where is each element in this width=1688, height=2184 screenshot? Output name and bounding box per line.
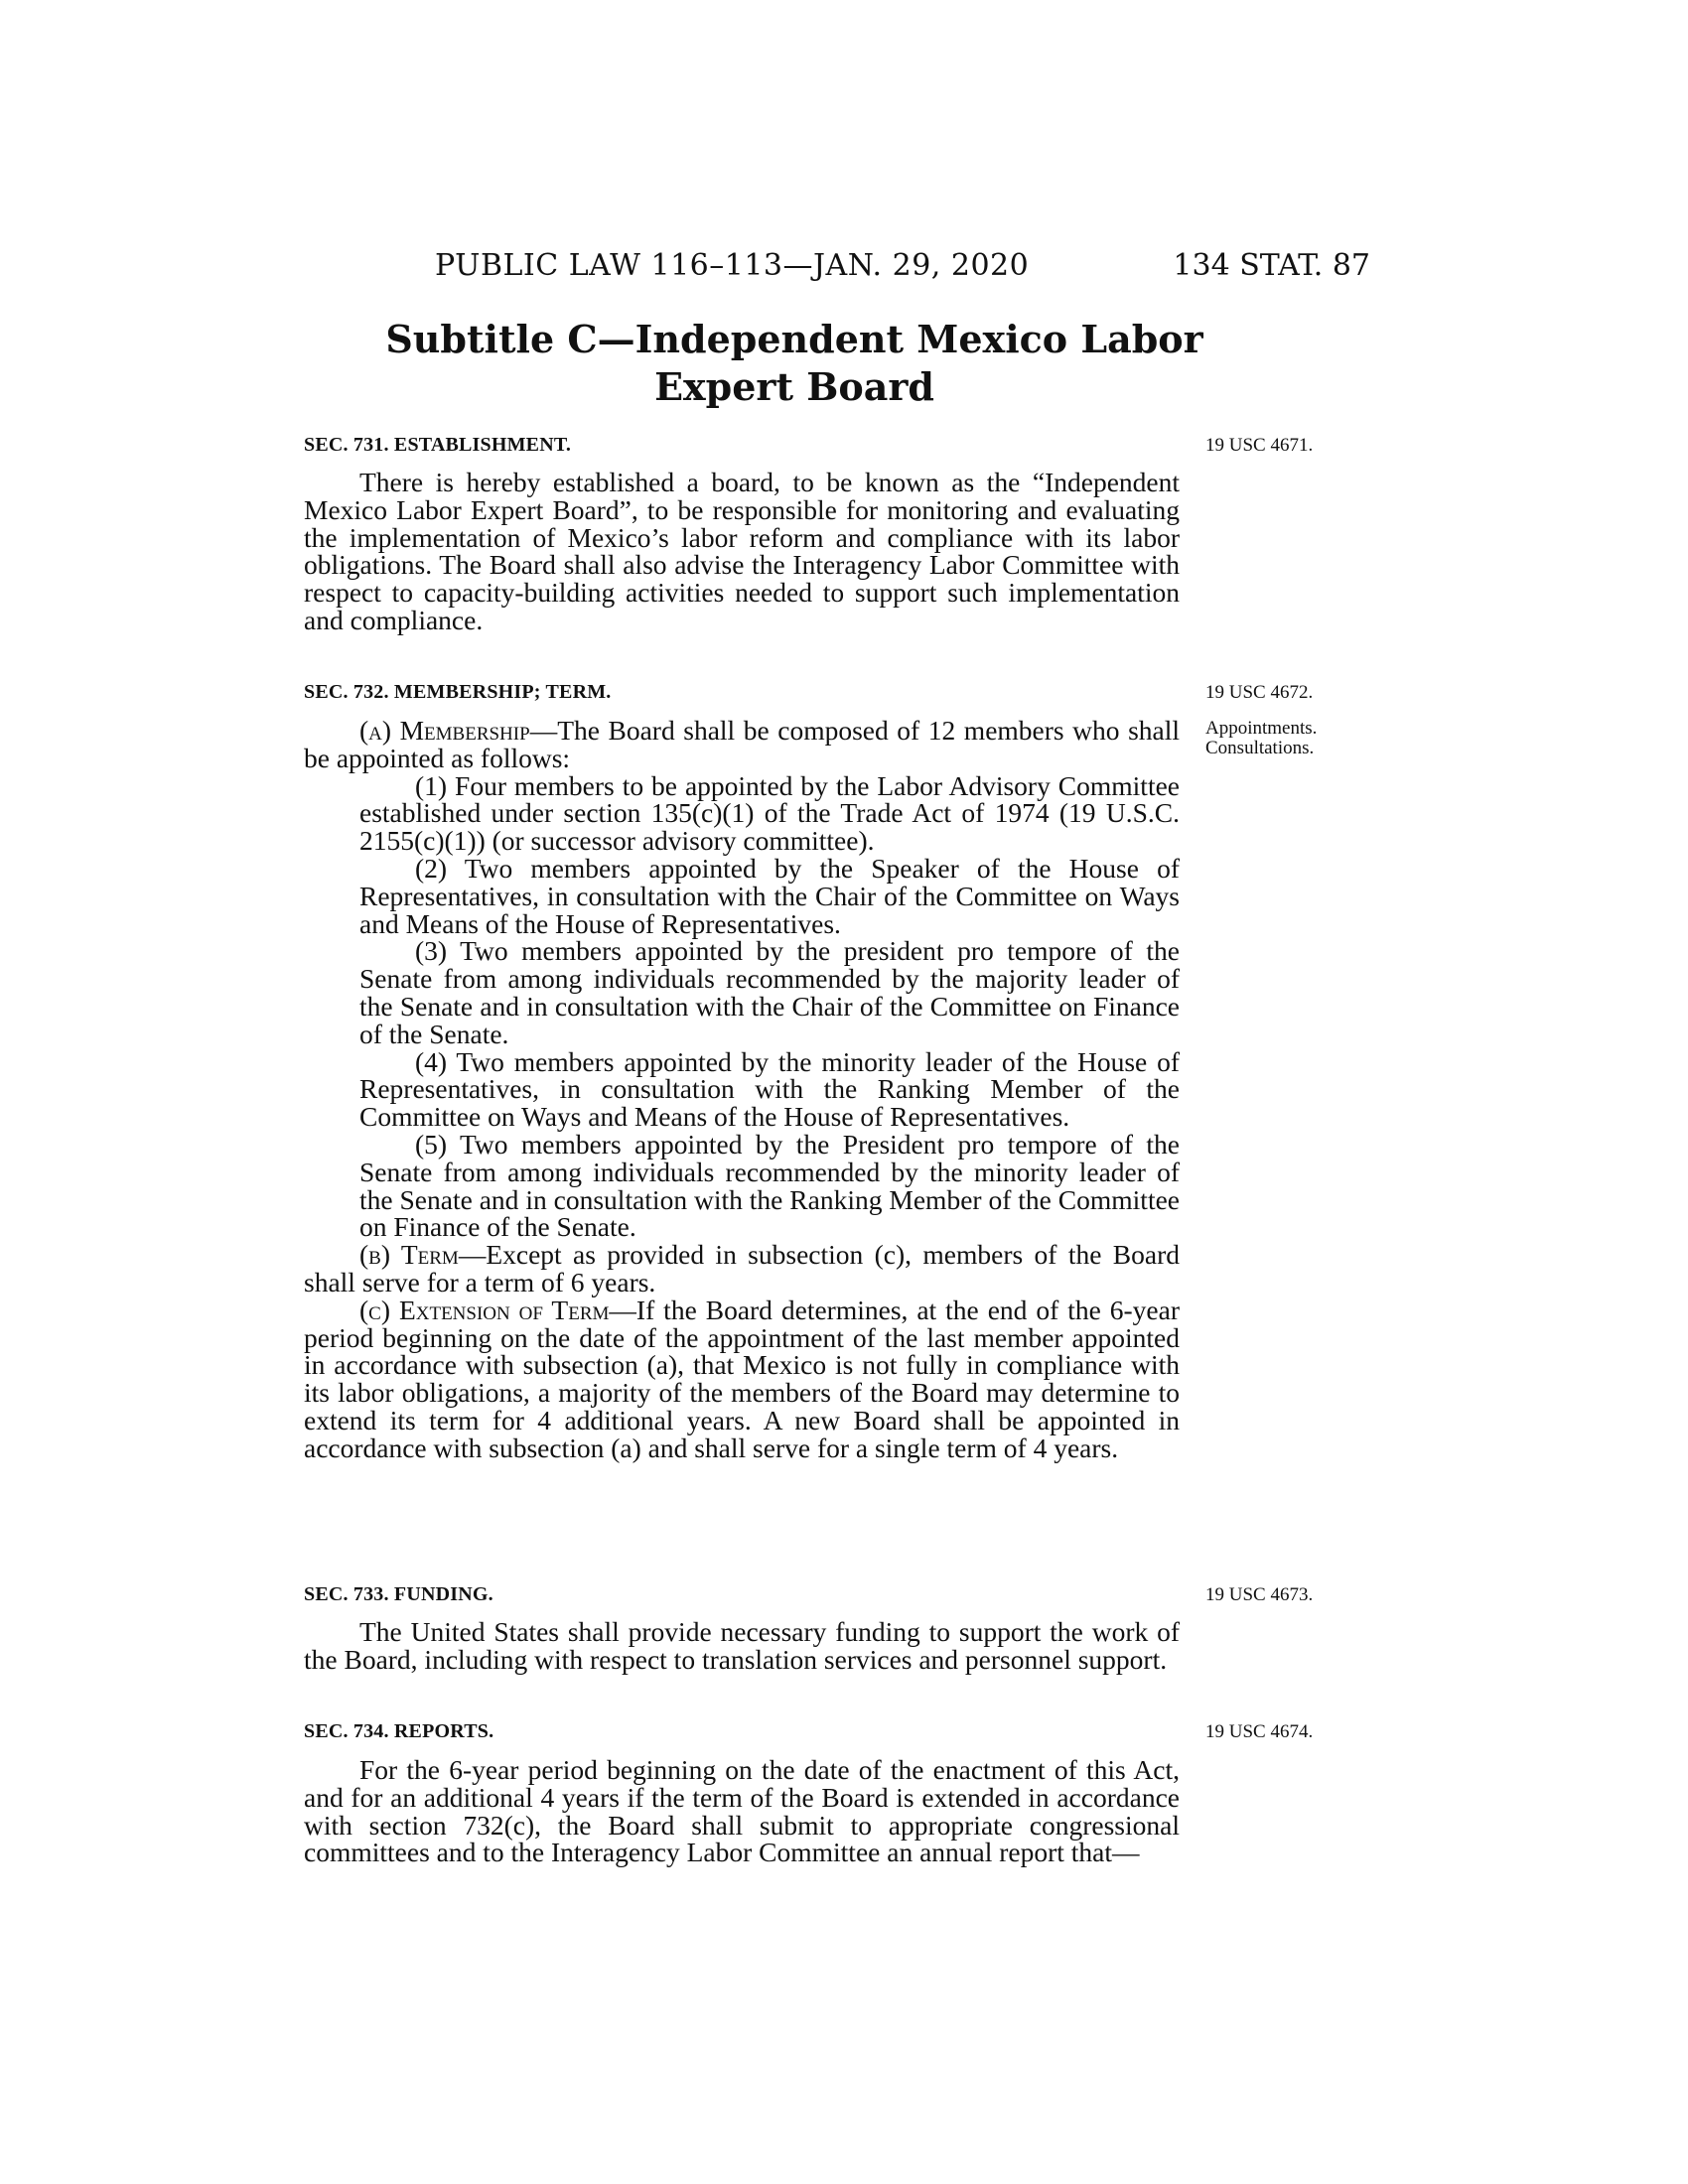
sec-731-margin-note: 19 USC 4671. bbox=[1205, 435, 1314, 456]
subtitle-heading bbox=[298, 316, 1291, 411]
subtitle-line-1: Subtitle C—Independent Mexico Labor bbox=[385, 317, 1203, 361]
sec-732-item-5: (5) Two members appointed by the President pro tempore of the Senate from among individuals recommended by the minority leader of the Senate and in consultation with the Ranking Member of the Committee on Finance of the Senate. bbox=[359, 1128, 1180, 1243]
sec-732-item-1: (1) Four members to be appointed by the Labor Advisory Committee established under section 135(c)(1) of the Trade Act of 1974 (19 U.S.C. 2155(c)(1)) (or successor advisory committee). bbox=[359, 769, 1180, 857]
sec-732-item-2: (2) Two members appointed by the Speaker of the House of Representatives, in consultation with the Chair of the Committee on Ways and Means of the House of Representatives. bbox=[359, 852, 1180, 939]
sec-732-a-text: —The Board shall be composed of 12 members who shall be appointed as follows: bbox=[304, 715, 1181, 773]
sec-732-b bbox=[304, 1241, 1180, 1297]
sec-732-c-text: —If the Board determines, at the end of the 6-year period beginning on the date of the appointment of the last member appointed in accordance with subsection (a), that Mexico is not fully in compliance with its labor obligations, a majority of the members of the Board may determine to extend its term for 4 additional years. A new Board shall be appointed in accordance with subsection (a) and shall serve for a single term of 4 years. bbox=[304, 1294, 1180, 1463]
running-head: PUBLIC LAW 116–113—JAN. 29, 2020 bbox=[435, 248, 1030, 283]
sec-733-heading: SEC. 733. FUNDING. bbox=[304, 1583, 493, 1605]
sec-734-text: For the 6-year period beginning on the date of the enactment of this Act, and for an additional 4 years if the term of the Board is extended in accordance with section 732(c), the Board shall submit to appropriate congressional committees and to the Interagency Labor Committee an annual report that— bbox=[304, 1754, 1180, 1868]
sec-732-margin-note-consultations: Consultations. bbox=[1205, 738, 1315, 758]
page-number: 134 STAT. 87 bbox=[1173, 248, 1370, 283]
sec-732-heading: SEC. 732. MEMBERSHIP; TERM. bbox=[304, 681, 612, 703]
sec-732-margin-note: 19 USC 4672. bbox=[1205, 682, 1314, 703]
sec-732-margin-note-appointments: Appointments. bbox=[1205, 718, 1318, 739]
sec-733-margin-note: 19 USC 4673. bbox=[1205, 1584, 1314, 1605]
sec-734-margin-note: 19 USC 4674. bbox=[1205, 1721, 1314, 1742]
sec-732-c bbox=[304, 1294, 1180, 1463]
sec-733-text: The United States shall provide necessary funding to support the work of the Board, including with respect to translation services and personnel support. bbox=[304, 1616, 1180, 1675]
sec-732-item-3: (3) Two members appointed by the president pro tempore of the Senate from among individuals recommended by the majority leader of the Senate and in consultation with the Chair of the Committee on Finance of the Senate. bbox=[359, 935, 1180, 1049]
sec-731-body bbox=[304, 469, 1180, 634]
sec-733-body bbox=[304, 1618, 1180, 1674]
sec-732-a-label: (a) Membership bbox=[359, 715, 530, 746]
sec-731-text: There is hereby established a board, to be known as the “Independent Mexico Labor Expert Board”, to be responsible for monitoring and evaluating the implementation of Mexico’s labor reform and compliance with its labor obligations. The Board shall also advise the Interagency Labor Committee with respect to capacity-building activities needed to support such implementation and compliance. bbox=[304, 467, 1180, 635]
sec-732-c-label: (c) Extension of Term bbox=[359, 1294, 610, 1325]
sec-734-body bbox=[304, 1756, 1180, 1866]
sec-732-b-text: —Except as provided in subsection (c), members of the Board shall serve for a term of 6 years. bbox=[304, 1239, 1180, 1297]
sec-732-item-4: (4) Two members appointed by the minority leader of the House of Representatives, in consultation with the Ranking Member of the Committee on Ways and Means of the House of Representatives. bbox=[359, 1045, 1180, 1133]
sec-732-a bbox=[304, 717, 1180, 772]
sec-732-b-label: (b) Term bbox=[359, 1239, 459, 1271]
sec-731-heading: SEC. 731. ESTABLISHMENT. bbox=[304, 434, 572, 456]
sec-732-body bbox=[304, 717, 1180, 1462]
sec-734-heading: SEC. 734. REPORTS. bbox=[304, 1720, 494, 1742]
subtitle-line-2: Expert Board bbox=[654, 364, 934, 409]
